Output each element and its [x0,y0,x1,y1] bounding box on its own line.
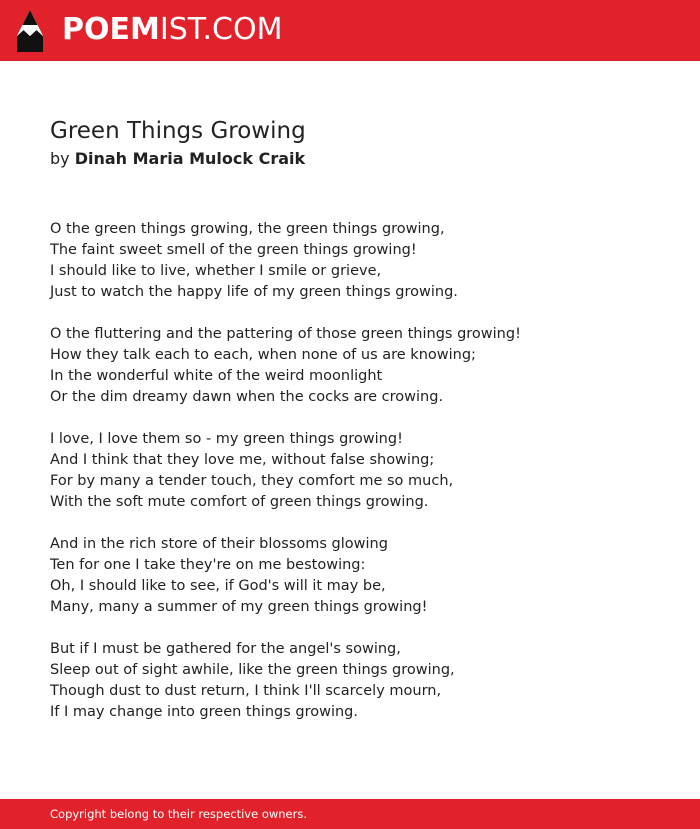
poem-line: Just to watch the happy life of my green things growing. [50,284,458,300]
poem-line: In the wonderful white of the weird moonlight [50,368,383,384]
poem-line: How they talk each to each, when none of us are knowing; [50,347,476,363]
poem-line: But if I must be gathered for the angel's sowing, [50,641,401,657]
poem-byline [50,148,305,170]
logo-text-strong: POEM [62,12,160,47]
stanza [50,324,670,408]
poem-line: O the fluttering and the pattering of those green things growing! [50,326,521,342]
site-logo-text [62,12,282,48]
stanza [50,639,670,723]
poem-line: I love, I love them so - my green things growing! [50,431,403,447]
site-footer [0,799,700,829]
poem-title: Green Things Growing [50,118,306,144]
poem-line: The faint sweet smell of the green things growing! [50,242,417,258]
copyright-notice: Copyright belong to their respective owners. [50,807,308,821]
poem-body [50,219,670,744]
poem-line: Or the dim dreamy dawn when the cocks are crowing. [50,389,444,405]
poem-line: Oh, I should like to see, if God's will it may be, [50,578,386,594]
poem-author: Dinah Maria Mulock Craik [74,149,306,168]
stanza [50,534,670,618]
poem-line: And in the rich store of their blossoms glowing [50,536,388,552]
poem-line: For by many a tender touch, they comfort me so much, [50,473,454,489]
poem-line: And I think that they love me, without false showing; [50,452,435,468]
poem-line: Though dust to dust return, I think I'll scarcely mourn, [50,683,442,699]
poem-line: Many, many a summer of my green things growing! [50,599,428,615]
stanza [50,429,670,513]
poem-line: If I may change into green things growing. [50,704,358,720]
by-label: by [50,149,70,168]
poem-line: O the green things growing, the green things growing, [50,221,445,237]
poem-line: Ten for one I take they're on me bestowing: [50,557,366,573]
poem-line: I should like to live, whether I smile or grieve, [50,263,382,279]
poem-line: With the soft mute comfort of green things growing. [50,494,429,510]
poem-line: Sleep out of sight awhile, like the green things growing, [50,662,455,678]
site-header [0,0,700,61]
stanza [50,219,670,303]
logo-text-light: IST.COM [159,12,283,47]
pencil-tip-icon [17,10,43,52]
